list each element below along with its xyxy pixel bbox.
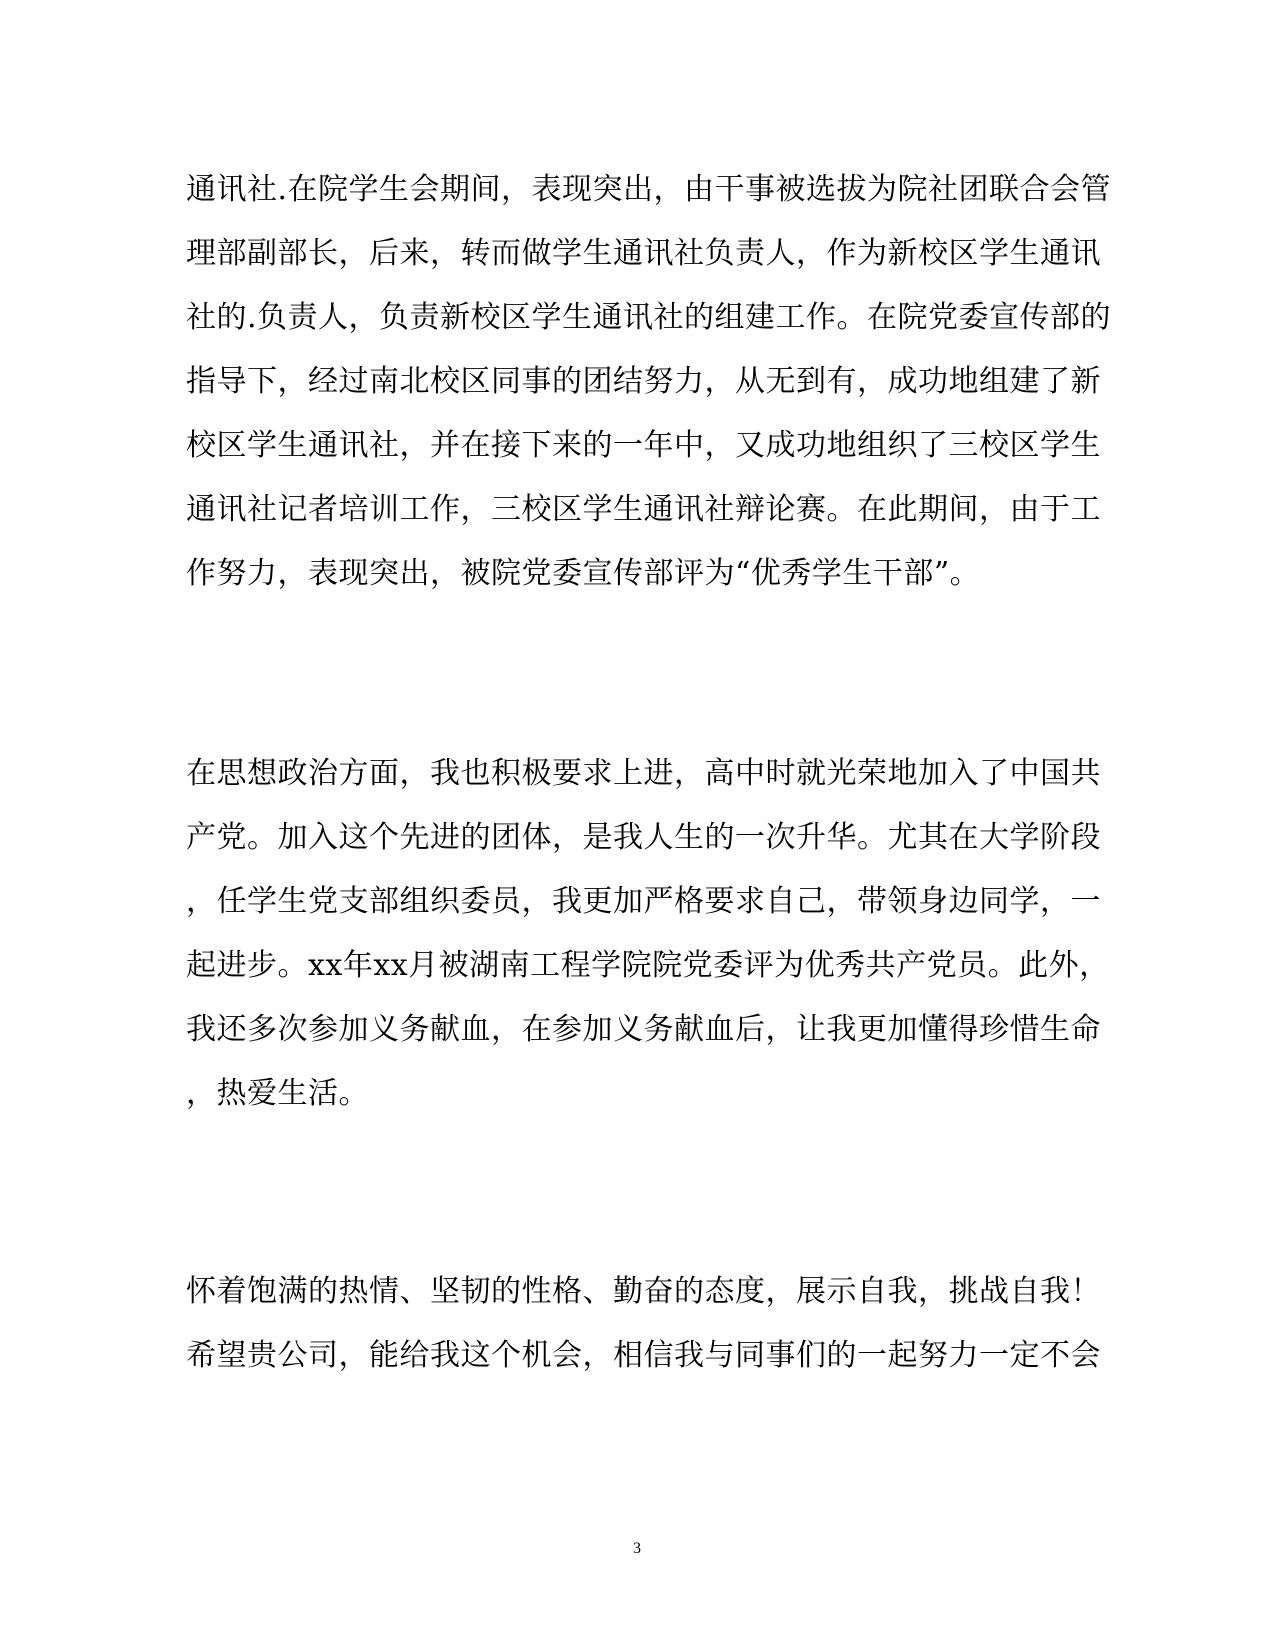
text-line: 理部副部长，后来，转而做学生通讯社负责人，作为新校区学生通讯	[186, 236, 1101, 271]
paragraph-closing	[186, 1260, 1101, 1388]
text-line: 怀着饱满的热情、坚韧的性格、勤奋的态度，展示自我，挑战自我！	[186, 1274, 1101, 1309]
page-number: 3	[633, 1540, 641, 1557]
text-line: 在思想政治方面，我也积极要求上进，高中时就光荣地加入了中国共	[186, 756, 1101, 791]
text-line: 社的.负责人，负责新校区学生通讯社的组建工作。在院党委宣传部的	[186, 300, 1112, 335]
text-line: 指导下，经过南北校区同事的团结努力，从无到有，成功地组建了新	[186, 364, 1101, 399]
text-line: ，热爱生活。	[186, 1076, 369, 1111]
paragraph-political-thought	[186, 742, 1110, 1126]
text-line: 作努力，表现突出，被院党委宣传部评为“优秀学生干部”。	[186, 556, 981, 591]
text-line: 校区学生通讯社，并在接下来的一年中，又成功地组织了三校区学生	[186, 428, 1101, 463]
text-line: 我还多次参加义务献血，在参加义务献血后，让我更加懂得珍惜生命	[186, 1012, 1101, 1047]
text-line: 希望贵公司，能给我这个机会，相信我与同事们的一起努力一定不会	[186, 1338, 1101, 1373]
text-line: ，任学生党支部组织委员，我更加严格要求自己，带领身边同学，一	[186, 884, 1101, 919]
text-line: 通讯社.在院学生会期间，表现突出，由干事被选拔为院社团联合会管	[186, 172, 1112, 207]
text-line: 产党。加入这个先进的团体，是我人生的一次升华。尤其在大学阶段	[186, 820, 1101, 855]
paragraph-student-union	[186, 158, 1112, 606]
text-line: 通讯社记者培训工作，三校区学生通讯社辩论赛。在此期间，由于工	[186, 492, 1101, 527]
text-line: 起进步。xx年xx月被湖南工程学院院党委评为优秀共产党员。此外，	[186, 948, 1110, 983]
